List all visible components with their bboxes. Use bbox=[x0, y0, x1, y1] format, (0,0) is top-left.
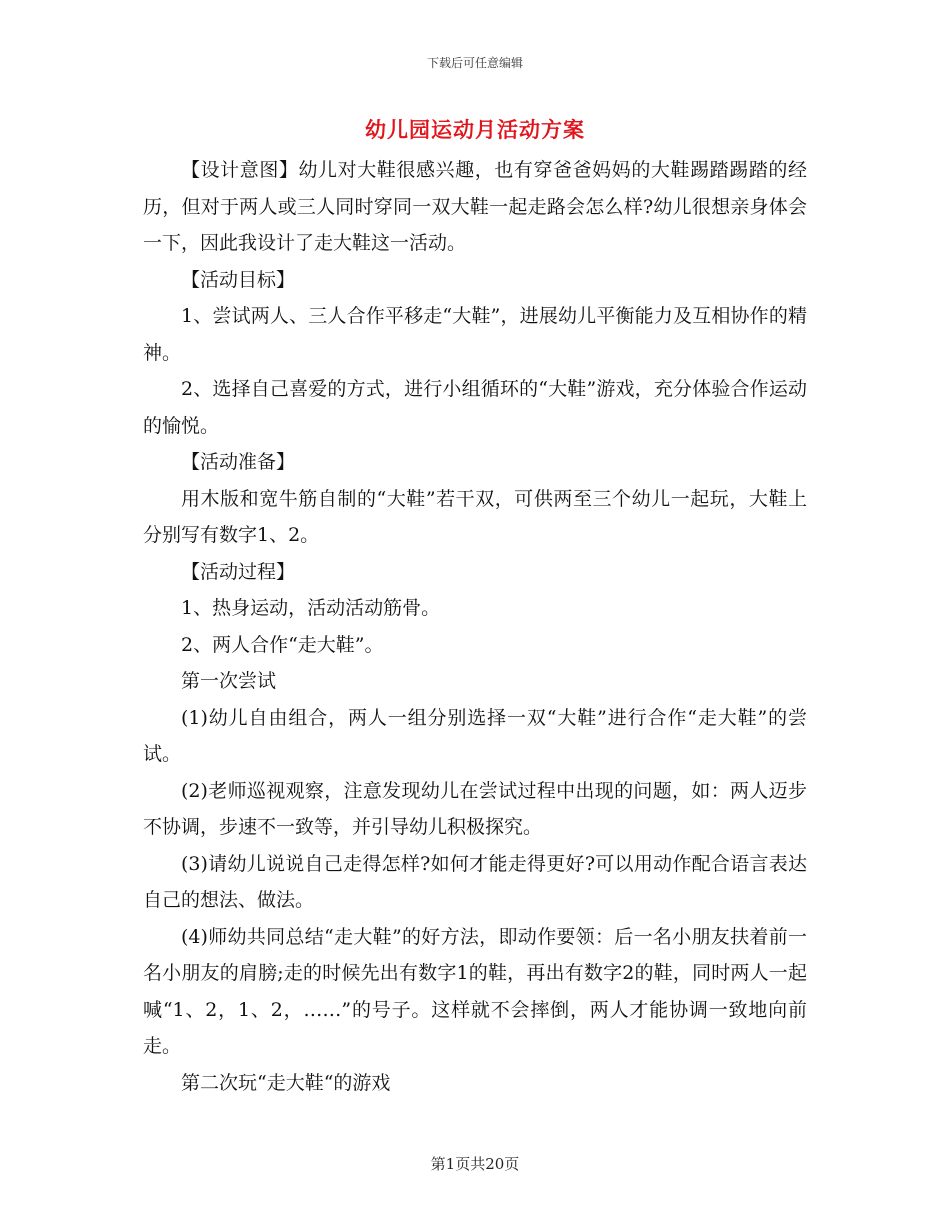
paragraph-item-4: (4)师幼共同总结“走大鞋”的好方法，即动作要领：后一名小朋友扶着前一名小朋友的肩膀;走的时候先出有数字1的鞋，再出有数字2的鞋，同时两人一起喊“1、2，1、2，……”的号子。这样就不会摔倒，两人才能协调一致地向前走。 bbox=[143, 925, 807, 1057]
section-heading-goals: 【活动目标】 bbox=[181, 268, 296, 291]
subheading-second-play: 第二次玩“走大鞋“的游戏 bbox=[181, 1071, 391, 1094]
paragraph-step-2: 2、两人合作“走大鞋”。 bbox=[181, 633, 384, 656]
document-title: 幼儿园运动月活动方案 bbox=[365, 117, 585, 142]
paragraph-goal-1: 1、尝试两人、三人合作平移走“大鞋”，进展幼儿平衡能力及互相协作的精神。 bbox=[143, 305, 807, 364]
header-note: 下载后可任意编辑 bbox=[426, 56, 523, 70]
paragraph-preparation: 用木版和宽牛筋自制的“大鞋”若干双，可供两至三个幼儿一起玩，大鞋上分别写有数字1、2。 bbox=[143, 487, 807, 546]
paragraph-item-1: (1)幼儿自由组合，两人一组分别选择一双“大鞋”进行合作“走大鞋”的尝试。 bbox=[143, 706, 807, 765]
paragraph-item-3: (3)请幼儿说说自己走得怎样?如何才能走得更好?可以用动作配合语言表达自己的想法、做法。 bbox=[143, 852, 807, 911]
paragraph-step-1: 1、热身运动，活动活动筋骨。 bbox=[181, 597, 441, 619]
paragraph-goal-2: 2、选择自己喜爱的方式，进行小组循环的“大鞋”游戏，充分体验合作运动的愉悦。 bbox=[143, 378, 807, 437]
paragraph-design-intent: 【设计意图】幼儿对大鞋很感兴趣，也有穿爸爸妈妈的大鞋踢踏踢踏的经历，但对于两人或三人同时穿同一双大鞋一起走路会怎么样?幼儿很想亲身体会一下，因此我设计了走大鞋这一活动。 bbox=[143, 159, 807, 254]
paragraph-item-2: (2)老师巡视观察，注意发现幼儿在尝试过程中出现的问题，如：两人迈步不协调，步速不一致等，并引导幼儿积极探究。 bbox=[143, 779, 807, 838]
section-heading-process: 【活动过程】 bbox=[181, 560, 296, 583]
document-body bbox=[143, 152, 807, 1101]
section-heading-preparation: 【活动准备】 bbox=[181, 451, 296, 473]
page-footer: 第1页共20页 bbox=[430, 1155, 520, 1173]
subheading-first-try: 第一次尝试 bbox=[181, 670, 277, 692]
